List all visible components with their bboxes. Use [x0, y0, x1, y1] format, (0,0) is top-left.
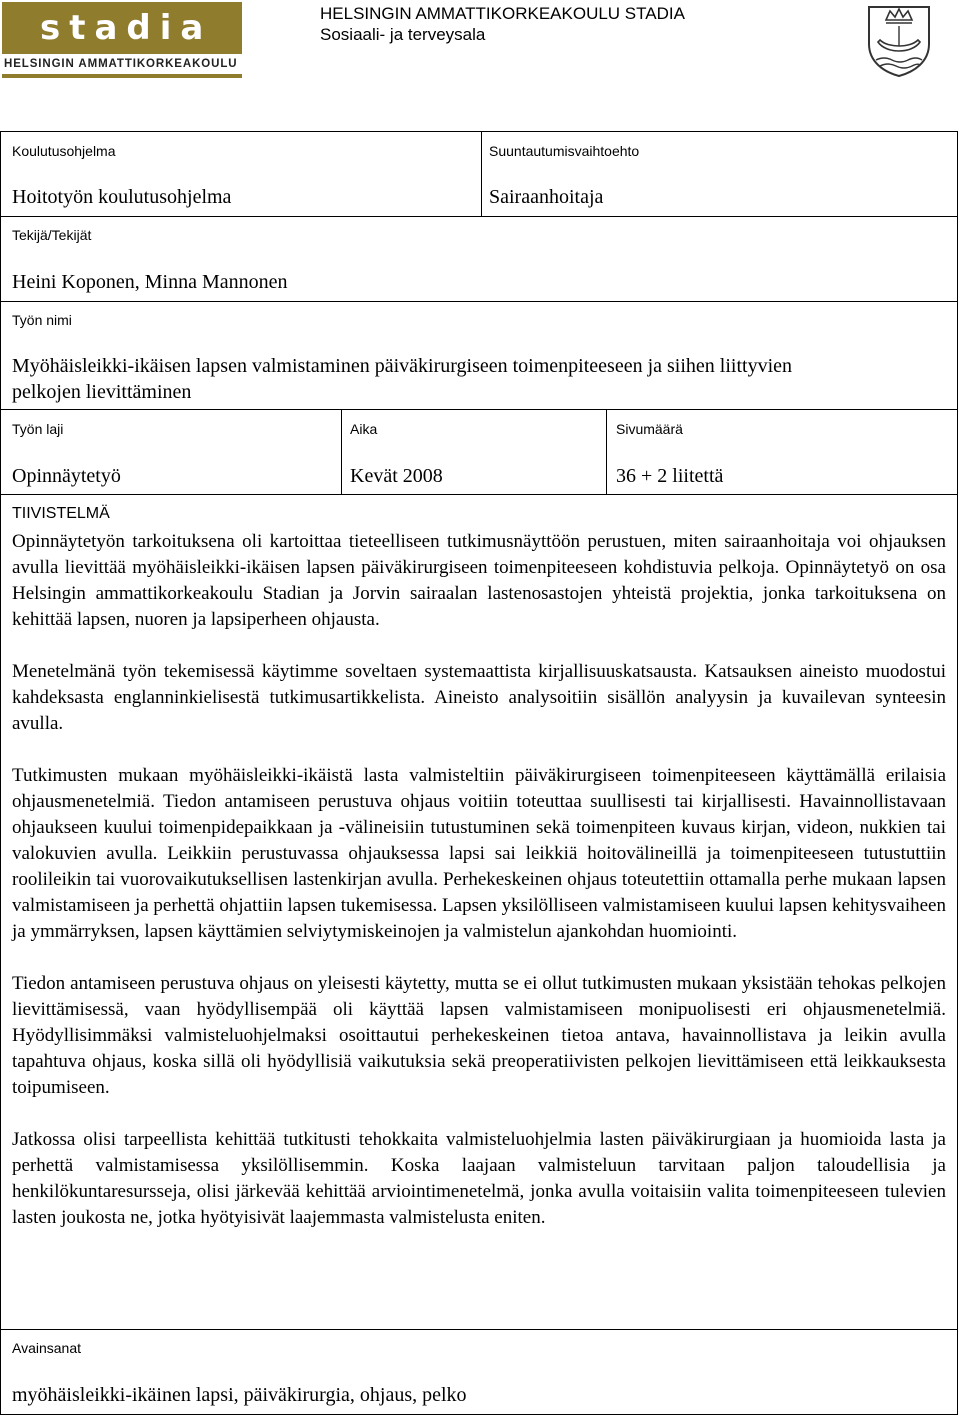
abstract-paragraph: Tutkimusten mukaan myöhäisleikki-ikäistä lasta valmisteltiin päiväkirurgiseen toimenpiteeseen käyttämällä erilaisia ohjausmenetelmiä. Tiedon antamiseen perustuva ohjaus voitiin toteuttaa suullisesti tai kirjallisesti. Havainnollistavaan ohjaukseen kuului toimenpidepaikkaan ja -välineisiin tutustuminen sekä toimenpiteen kuvaus kirjan, videon, nukkien tai valokuvien avulla. Leikkiin perustuvassa ohjauksessa lapsi sai leikkiä hoitovälineillä ja toimenpiteeseen tutustuttiin roolileikin tai vuorovaikutuksellisen lastenkirjan avulla. Perhekeskeinen ohjaus toteutettiin ottamalla perhe mukaan lapsen valmistamiseen ja perhettä ohjattiin lapsen tukemisessa. Lapsen yksilölliseen valmistamiseen kuului lapsen kehitysvaiheen ja ymmärryksen, lapsen käyttämien selviytymiskeinojen ja valmistelun ajankohdan huomiointi. [12, 765, 946, 942]
abstract-paragraph: Opinnäytetyön tarkoituksena oli kartoittaa tieteelliseen tutkimusnäyttöön perustuen, miten sairaanhoitaja voi ohjauksen avulla lievittää myöhäisleikki-ikäisen lapsen päiväkirurgiseen toimenpiteeseen kohdistuvia pelkoja. Opinnäytetyö on osa Helsingin ammattikorkeakoulu Stadian ja Jorvin sairaalan lastenosastojen yhteistä projektia, jonka tarkoituksena on kehittää lapsen, nuoren ja lapsiperheen ohjausta. [12, 531, 946, 630]
logo-wordmark: stadia [40, 8, 213, 48]
title-value-line2: pelkojen lievittäminen [12, 381, 192, 403]
authors-label: Tekijä/Tekijät [12, 227, 92, 243]
title-value-line1: Myöhäisleikki-ikäisen lapsen valmistaminen päiväkirurgiseen toimenpiteeseen ja siihen liittyvien [12, 355, 792, 377]
title-label: Työn nimi [12, 312, 72, 328]
stadia-logo [2, 2, 242, 80]
logo-box [2, 2, 242, 54]
abstract-heading: TIIVISTELMÄ [12, 505, 110, 522]
abstract-paragraph: Tiedon antamiseen perustuva ohjaus on yleisesti käytetty, mutta se ei ollut tutkimusten mukaan yksistään tehokas pelkojen lievittämisessä, vaan hyödyllisempää oli käyttää lapsen valmistamiseen monipuolisesti eri ohjausmenetelmiä. Hyödyllisimmäksi valmisteluohjelmaksi osoittautui perhekeskeinen tietoa antava, havainnollistava ja leikin avulla tapahtuva ohjaus, koska sillä oli hyödyllisiä vaikutuksia sekä preoperatiivisten pelkojen lievittämiseen että leikkauksesta toipumiseen. [12, 973, 946, 1098]
column-divider [481, 131, 482, 216]
authors-value: Heini Koponen, Minna Mannonen [12, 271, 288, 293]
keywords-label: Avainsanat [12, 1340, 82, 1356]
institution-unit: Sosiaali- ja terveysala [320, 25, 486, 44]
time-label: Aika [350, 421, 378, 437]
row-divider [0, 409, 958, 410]
orientation-value: Sairaanhoitaja [489, 186, 604, 208]
logo-subtitle: HELSINGIN AMMATTIKORKEAKOULU [4, 58, 238, 70]
pages-value: 36 + 2 liitettä [616, 465, 724, 487]
row-divider [0, 301, 958, 302]
type-label: Työn laji [12, 421, 64, 437]
column-divider [606, 409, 607, 494]
logo-rule [2, 74, 242, 78]
abstract-paragraph: Jatkossa olisi tarpeellista kehittää tutkitusti tehokkaita valmisteluohjelmia lasten päiväkirurgiaan ja huomioida lasta ja perhettä valmistamisessa yksilöllisemmin. Koska laajaan valmisteluun tarvitaan paljon taloudellisia ja henkilökuntaresursseja, olisi järkevää kehittää arviointimenetelmä, jonka avulla voitaisiin valita toimenpiteeseen tulevien lasten joukosta ne, jotka hyötyisivät laajemmasta valmistelusta eniten. [12, 1129, 946, 1228]
program-value: Hoitotyön koulutusohjelma [12, 186, 232, 208]
type-value: Opinnäytetyö [12, 465, 121, 487]
column-divider [341, 409, 342, 494]
helsinki-coat-of-arms-icon [866, 4, 932, 78]
institution-name: HELSINGIN AMMATTIKORKEAKOULU STADIA [320, 4, 685, 23]
pages-label: Sivumäärä [616, 421, 683, 437]
abstract-paragraph: Menetelmänä työn tekemisessä käytimme soveltaen systemaattista kirjallisuuskatsausta. Katsauksen aineisto muodostui kahdeksasta englanninkielisestä tutkimusartikkelista. Aineisto analysoitiin sisällön analyysin ja kuvailevan synteesin avulla. [12, 661, 946, 734]
abstract-section [12, 505, 946, 1231]
row-divider [0, 216, 958, 217]
keywords-value: myöhäisleikki-ikäinen lapsi, päiväkirurgia, ohjaus, pelko [12, 1384, 467, 1406]
orientation-label: Suuntautumisvaihtoehto [489, 143, 640, 159]
program-label: Koulutusohjelma [12, 143, 116, 159]
row-divider [0, 1329, 958, 1330]
time-value: Kevät 2008 [350, 465, 443, 487]
row-divider [0, 494, 958, 495]
